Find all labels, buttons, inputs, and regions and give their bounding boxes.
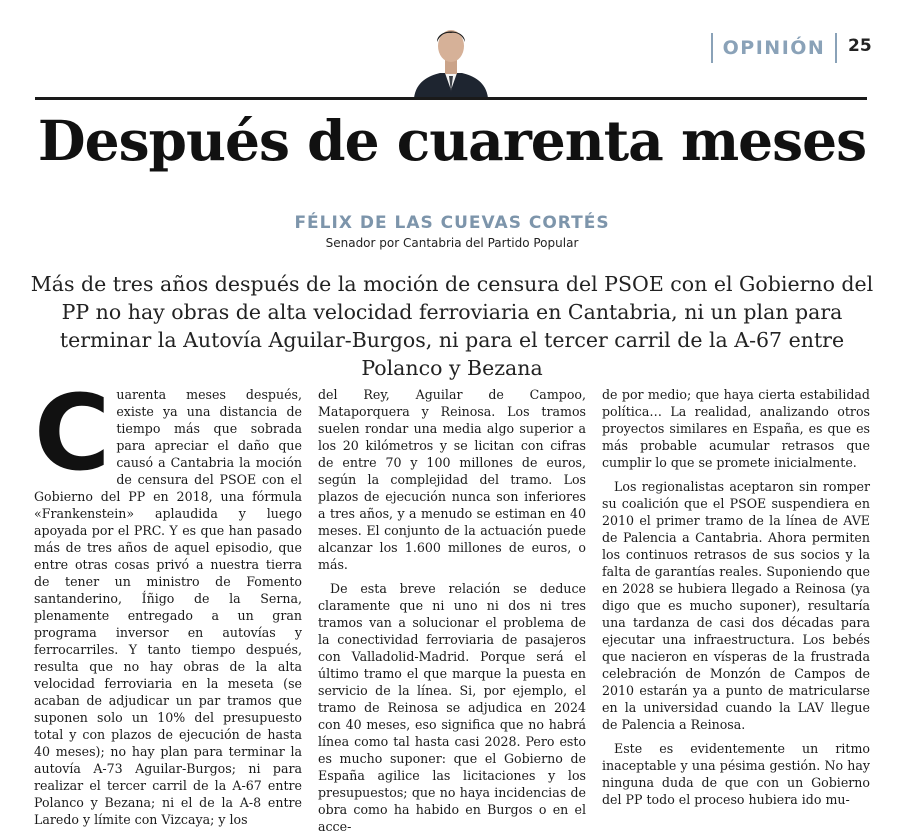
paragraph: del Rey, Aguilar de Campoo, Mataporquera y Reinosa. Los tramos suelen rondar una media algo superior a los 20 kilómetros y se licitan con cifras de entre 70 y 100 millones de euros, según la complejidad del tramo. Los plazos de ejecución nunca son inferiores a tres años, y a menudo se estiman en 40 meses. El conjunto de la actuación puede alcanzar los 1.600 millones de euros, o más.	[318, 387, 586, 572]
drop-cap: C	[34, 372, 111, 494]
column-1	[34, 372, 302, 827]
paragraph-text: uarenta meses después, existe ya una distancia de tiempo más que sobrada para apreciar el daño que causó a Cantabria la moción de censura del PSOE con el Gobierno del PP en 2018, una fórmula «Frankenstein» aplaudida y luego apoyada por el PRC. Y es que han pasado más de tres años de aquel episodio, que entre otras cosas privó a nuestra tierra de tener un ministro de Fomento santanderino, Íñigo de la Serna, plenamente entregado a un gran programa inversor en autovías y ferrocarriles. Y tanto tiempo después, resulta que no hay obras de la alta velocidad ferroviaria en la meseta (se acaban de adjudicar un par tramos que suponen solo un 10% del presupuesto total y con plazos de ejecución de hasta 40 meses); no hay plan para terminar la autovía A-73 Aguilar-Burgos; ni para realizar el tercer carril de la A-67 entre Polanco y Bezana; ni el de la A-8 entre Laredo y límite con Vizcaya; y los	[34, 387, 302, 827]
article-body	[34, 372, 870, 834]
section-label: OPINIÓN	[722, 37, 826, 59]
paragraph: de por medio; que haya cierta estabilidad política… La realidad, analizando otros proyectos similares en España, es que es más probable acumular retrasos que cumplir lo que se promete inicialmente.	[602, 387, 870, 470]
top-rule	[35, 97, 867, 100]
column-2	[318, 386, 586, 834]
author-name: FÉLIX DE LAS CUEVAS CORTÉS	[294, 213, 610, 233]
column-3	[602, 386, 870, 807]
page-number: 25	[848, 36, 872, 56]
author-portrait	[410, 20, 492, 98]
paragraph: Este es evidentemente un ritmo inaceptable y una pésima gestión. No hay ninguna duda de que con un Gobierno del PP todo el proceso hubiera ido mu-	[602, 741, 870, 807]
section-header	[711, 33, 837, 63]
headline: Después de cuarenta meses	[37, 108, 867, 173]
author-role: Senador por Cantabria del Partido Popular	[325, 236, 579, 250]
paragraph: De esta breve relación se deduce claramente que ni uno ni dos ni tres tramos van a solucionar el problema de la conectividad ferroviaria de pasajeros con Valladolid-Madrid. Porque será el último tramo el que marque la puesta en servicio de la línea. Si, por ejemplo, el tramo de Reinosa se adjudica en 2024 con 40 meses, eso significa que no habrá línea como tal hasta casi 2028. Pero esto es mucho suponer: que el Gobierno de España agilice las licitaciones y los presupuestos; que no haya incidencias de obra como ha habido en Burgos o en el acce-	[318, 581, 586, 834]
paragraph: Los regionalistas aceptaron sin romper su coalición que el PSOE suspendiera en 2010 el primer tramo de la línea de AVE de Palencia a Cantabria. Ahora permiten los continuos retrasos de sus socios y la falta de garantías reales. Suponiendo que en 2028 se hubiera llegado a Reinosa (ya digo que es mucho suponer), resultaría una tardanza de casi dos décadas para ejecutar una infraestructura. Los bebés que nacieron en vísperas de la frustrada celebración de Monzón de Campos de 2010 estarán ya a punto de matricularse en la universidad cuando la LAV llegue de Palencia a Reinosa.	[602, 479, 870, 732]
paragraph	[34, 372, 302, 828]
lede: Más de tres años después de la moción de censura del PSOE con el Gobierno del PP no hay obras de alta velocidad ferroviaria en Cantabria, ni un plan para terminar la Autovía Aguilar-Burgos, ni para el tercer carril de la A-67 entre Polanco y Bezana	[30, 272, 874, 380]
